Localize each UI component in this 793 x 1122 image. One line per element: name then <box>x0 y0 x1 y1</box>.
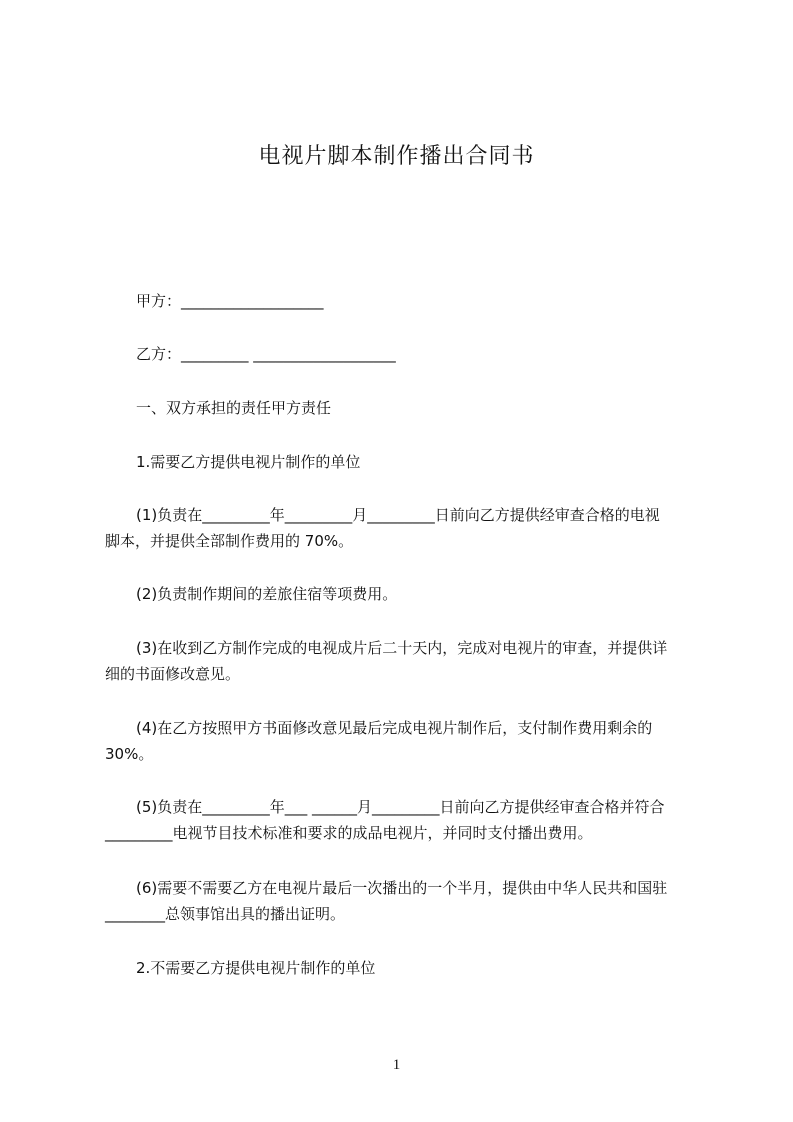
page-number: 1 <box>392 1057 401 1073</box>
party-b-line: 乙方：_________ ___________________ <box>136 345 396 363</box>
clause-1-line-2: 脚本，并提供全部制作费用的 70%。 <box>105 532 354 550</box>
clause-3-line-1: (3)在收到乙方制作完成的电视成片后二十天内，完成对电视片的审查，并提供详 <box>136 639 668 657</box>
document-title: 电视片脚本制作播出合同书 <box>258 144 535 169</box>
clause-2-line-1: (2)负责制作期间的差旅住宿等项费用。 <box>136 585 398 603</box>
clause-4-line-1: (4)在乙方按照甲方书面修改意见最后完成电视片制作后，支付制作费用剩余的 <box>136 719 653 737</box>
section-heading-responsibilities: 一、双方承担的责任甲方责任 <box>136 399 332 417</box>
clause-4-line-2: 30%。 <box>105 745 154 763</box>
clause-5-line-1: (5)负责在_________年___ ______月_________日前向乙方提供经审查合格并符合 <box>136 798 665 816</box>
clause-5-line-2: _________电视节目技术标准和要求的成品电视片，并同时支付播出费用。 <box>105 824 593 842</box>
clause-6-line-1: (6)需要不需要乙方在电视片最后一次播出的一个半月，提供由中华人民共和国驻 <box>136 879 668 897</box>
party-a-line: 甲方：___________________ <box>136 292 324 310</box>
clause-3-line-2: 细的书面修改意见。 <box>105 665 241 683</box>
item-1-heading: 1.需要乙方提供电视片制作的单位 <box>136 453 361 471</box>
clause-1-line-1: (1)负责在_________年_________月_________日前向乙方提供经审查合格的电视 <box>136 506 660 524</box>
clause-6-line-2: ________总领事馆出具的播出证明。 <box>105 905 346 923</box>
item-2-heading: 2.不需要乙方提供电视片制作的单位 <box>136 959 376 977</box>
